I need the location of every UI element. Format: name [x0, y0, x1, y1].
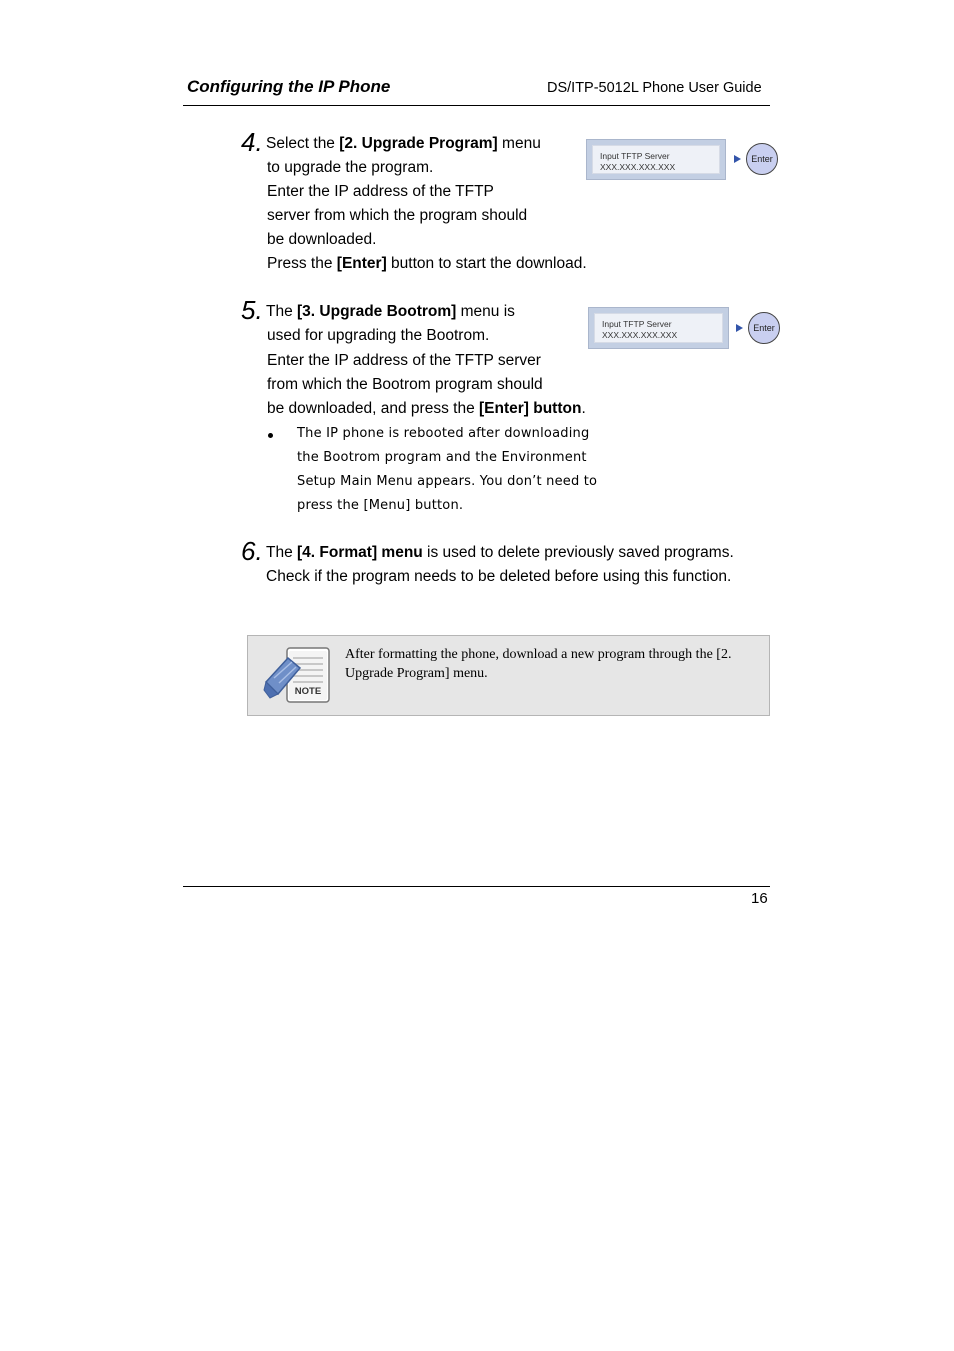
step-6-line-2: Check if the program needs to be deleted before using this function. [266, 568, 732, 585]
lcd-ip-placeholder: XXX.XXX.XXX.XXX [602, 330, 678, 340]
step-5-bullet-line-2: the Bootrom program and the Environment [297, 450, 587, 465]
step-4-line-2: to upgrade the program. [267, 159, 434, 176]
step-4-line-4: server from which the program should [267, 207, 528, 224]
step-4-lcd-display [586, 139, 726, 180]
note-icon-label: NOTE [294, 686, 322, 697]
guide-title: DS/ITP-5012L Phone User Guide [547, 80, 762, 96]
section-title: Configuring the IP Phone [187, 77, 391, 96]
step-4-line-3: Enter the IP address of the TFTP [267, 183, 494, 200]
step-4-enter-button: Enter [746, 143, 778, 175]
step-5-line-3: Enter the IP address of the TFTP server [267, 352, 541, 369]
step-6-number: 6. [241, 536, 263, 566]
step-5-line-5: be downloaded, and press the [Enter] button. [267, 400, 586, 417]
lcd-screen [592, 145, 720, 174]
footer-divider [183, 886, 770, 887]
lcd-prompt: Input TFTP Server [600, 151, 670, 161]
arrow-right-icon [734, 155, 741, 163]
step-6-line-1: The [4. Format] menu is used to delete previously saved programs. [266, 544, 734, 561]
note-text [345, 645, 755, 683]
lcd-screen [594, 313, 723, 343]
step-4-line-6: Press the [Enter] button to start the download. [267, 255, 587, 272]
step-5-bullet-line-4: press the [Menu] button. [297, 498, 464, 513]
arrow-right-icon [736, 324, 743, 332]
step-4-number: 4. [241, 127, 263, 157]
step-5-number: 5. [241, 295, 263, 325]
note-text-line-1: After formatting the phone, download a new program through the [2. [345, 647, 732, 662]
bullet-icon [268, 433, 273, 438]
step-5-line-2: used for upgrading the Bootrom. [267, 327, 490, 344]
page-number: 16 [751, 890, 768, 907]
step-4-line-1: Select the [2. Upgrade Program] menu [266, 135, 541, 152]
header-divider [183, 105, 770, 106]
step-5-line-4: from which the Bootrom program should [267, 376, 543, 393]
step-5-bullet-line-1: The IP phone is rebooted after downloading [297, 426, 590, 441]
step-5-bullet-line-3: Setup Main Menu appears. You don’t need to [297, 474, 598, 489]
note-text-line-2: Upgrade Program] menu. [345, 666, 488, 681]
lcd-prompt: Input TFTP Server [602, 319, 672, 329]
lcd-ip-placeholder: XXX.XXX.XXX.XXX [600, 162, 676, 172]
step-4-line-5: be downloaded. [267, 231, 377, 248]
step-5-lcd-display [588, 307, 729, 349]
step-5-enter-button: Enter [748, 312, 780, 344]
step-5-line-1: The [3. Upgrade Bootrom] menu is [266, 303, 515, 320]
